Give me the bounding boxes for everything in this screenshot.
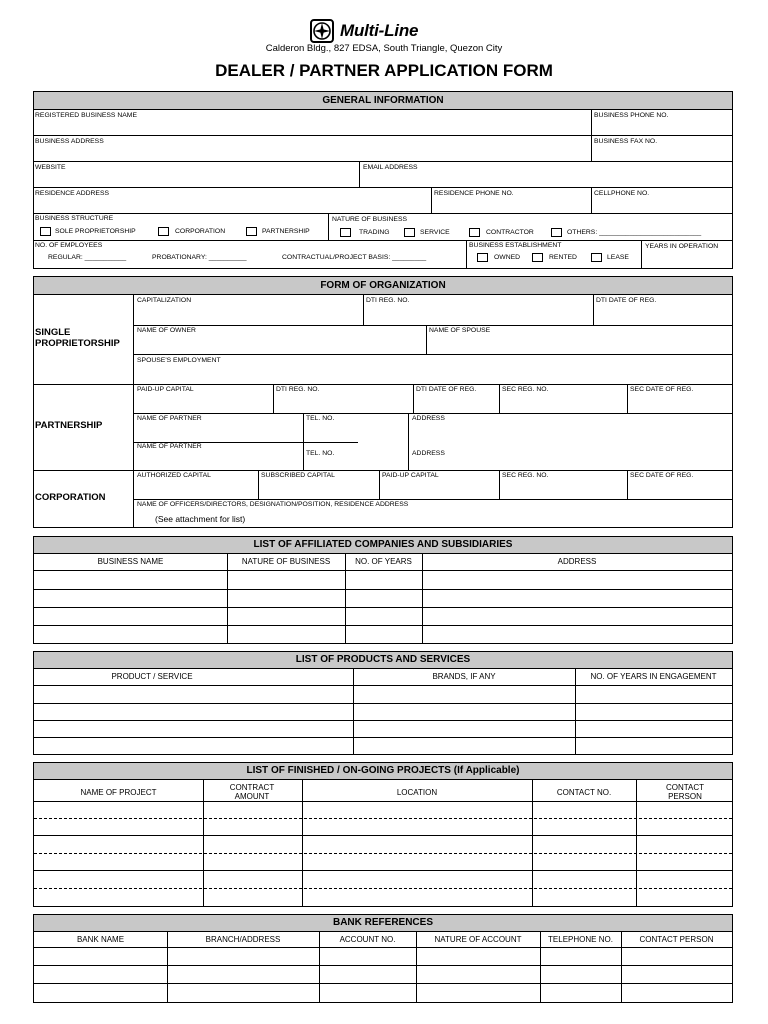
column-header: CONTACT PERSON xyxy=(639,935,714,944)
partnership-dti-reg-field[interactable]: DTI REG. NO. xyxy=(276,386,320,393)
partnership-label: PARTNERSHIP xyxy=(262,228,310,235)
others-checkbox[interactable] xyxy=(551,228,562,237)
section-heading: LIST OF FINISHED / ON-GOING PROJECTS (If Applicable) xyxy=(34,763,732,780)
employees-label: NO. OF EMPLOYEES xyxy=(35,242,103,249)
partner-1-tel-field[interactable]: TEL. NO. xyxy=(306,415,335,422)
partner-1-name-field[interactable]: NAME OF PARTNER xyxy=(137,415,202,422)
capitalization-field[interactable]: CAPITALIZATION xyxy=(137,297,192,304)
logo-mark-icon xyxy=(310,19,334,43)
cellphone-field[interactable]: CELLPHONE NO. xyxy=(594,190,650,197)
column-header: NAME OF PROJECT xyxy=(80,788,157,797)
nature-of-business-label: NATURE OF BUSINESS xyxy=(332,216,408,223)
rented-label: RENTED xyxy=(549,254,577,261)
see-attachment-note: (See attachment for list) xyxy=(155,514,246,524)
corporation-sec-reg-field[interactable]: SEC REG. NO. xyxy=(502,472,549,479)
section-heading: FORM OF ORGANIZATION xyxy=(34,277,732,295)
corporation-checkbox[interactable] xyxy=(158,227,169,236)
authorized-capital-field[interactable]: AUTHORIZED CAPITAL xyxy=(137,472,211,479)
column-header: LOCATION xyxy=(396,788,438,797)
trading-label: TRADING xyxy=(359,229,390,236)
partnership-sec-date-field[interactable]: SEC DATE OF REG. xyxy=(630,386,694,393)
column-header: CONTACT PERSON xyxy=(665,783,705,801)
dti-date-field[interactable]: DTI DATE OF REG. xyxy=(596,297,657,304)
partner-1-address-field[interactable]: ADDRESS xyxy=(412,415,445,422)
owned-label: OWNED xyxy=(494,254,521,261)
partnership-sec-reg-field[interactable]: SEC REG. NO. xyxy=(502,386,549,393)
bank-references-section xyxy=(33,914,733,1003)
column-header: BUSINESS NAME xyxy=(97,557,164,566)
column-header: BRANDS, IF ANY xyxy=(432,672,496,681)
probationary-employees-field[interactable]: PROBATIONARY: __________ xyxy=(152,254,247,261)
products-services-section xyxy=(33,651,733,755)
section-heading: GENERAL INFORMATION xyxy=(34,92,732,110)
name-of-owner-field[interactable]: NAME OF OWNER xyxy=(137,327,196,334)
business-structure-label: BUSINESS STRUCTURE xyxy=(35,215,114,222)
column-header: PRODUCT / SERVICE xyxy=(111,672,193,681)
company-logo xyxy=(310,18,470,44)
sole-proprietorship-label: SOLE PROPRIETORSHIP xyxy=(55,228,136,235)
partner-2-tel-field[interactable]: TEL. NO. xyxy=(306,450,335,457)
partnership-checkbox[interactable] xyxy=(246,227,257,236)
partner-2-address-field[interactable]: ADDRESS xyxy=(412,450,445,457)
form-title: DEALER / PARTNER APPLICATION FORM xyxy=(215,61,553,80)
corporation-sec-date-field[interactable]: SEC DATE OF REG. xyxy=(630,472,694,479)
column-header: NO. OF YEARS IN ENGAGEMENT xyxy=(590,672,717,681)
subscribed-capital-field[interactable]: SUBSCRIBED CAPITAL xyxy=(261,472,335,479)
partner-2-name-field[interactable]: NAME OF PARTNER xyxy=(137,443,202,450)
contractor-label: CONTRACTOR xyxy=(486,229,534,236)
corporation-heading: CORPORATION xyxy=(35,492,106,503)
column-header: CONTACT NO. xyxy=(556,788,612,797)
business-address-field[interactable]: BUSINESS ADDRESS xyxy=(35,138,104,145)
logo-text: Multi-Line xyxy=(340,21,419,40)
column-header: NO. OF YEARS xyxy=(355,557,412,566)
corporation-label: CORPORATION xyxy=(175,228,226,235)
single-proprietorship-heading: SINGLE PROPRIETORSHIP xyxy=(35,327,120,349)
contractual-employees-field[interactable]: CONTRACTUAL/PROJECT BASIS: _________ xyxy=(282,254,427,261)
column-header: CONTRACT AMOUNT xyxy=(229,783,275,801)
general-information-section xyxy=(33,91,733,269)
email-field[interactable]: EMAIL ADDRESS xyxy=(363,164,418,171)
contractor-checkbox[interactable] xyxy=(469,228,480,237)
lease-checkbox[interactable] xyxy=(591,253,602,262)
affiliated-companies-section xyxy=(33,536,733,644)
column-header: BRANCH/ADDRESS xyxy=(205,935,281,944)
column-header: ADDRESS xyxy=(557,557,597,566)
partnership-heading: PARTNERSHIP xyxy=(35,420,103,431)
name-of-spouse-field[interactable]: NAME OF SPOUSE xyxy=(429,327,491,334)
column-header: TELEPHONE NO. xyxy=(548,935,613,944)
business-phone-field[interactable]: BUSINESS PHONE NO. xyxy=(594,112,669,119)
spouse-employment-field[interactable]: SPOUSE'S EMPLOYMENT xyxy=(137,357,221,364)
projects-section xyxy=(33,762,733,907)
company-address: Calderon Bldg., 827 EDSA, South Triangle, Quezon City xyxy=(265,43,503,54)
others-field[interactable]: OTHERS: ___________________________ xyxy=(567,229,702,236)
trading-checkbox[interactable] xyxy=(340,228,351,237)
form-of-organization-section xyxy=(33,276,733,528)
business-fax-field[interactable]: BUSINESS FAX NO. xyxy=(594,138,658,145)
section-heading: LIST OF PRODUCTS AND SERVICES xyxy=(34,652,732,669)
column-header: BANK NAME xyxy=(76,935,125,944)
business-establishment-label: BUSINESS ESTABLISHMENT xyxy=(469,242,562,249)
service-checkbox[interactable] xyxy=(404,228,415,237)
column-header: NATURE OF BUSINESS xyxy=(241,557,331,566)
sole-proprietorship-checkbox[interactable] xyxy=(40,227,51,236)
officers-field[interactable]: NAME OF OFFICERS/DIRECTORS, DESIGNATION/POSITION, RESIDENCE ADDRESS xyxy=(137,501,409,508)
residence-address-field[interactable]: RESIDENCE ADDRESS xyxy=(35,190,110,197)
rented-checkbox[interactable] xyxy=(532,253,543,262)
service-label: SERVICE xyxy=(420,229,450,236)
corporation-paid-up-capital-field[interactable]: PAID-UP CAPITAL xyxy=(382,472,439,479)
partnership-paid-up-capital-field[interactable]: PAID-UP CAPITAL xyxy=(137,386,194,393)
column-header: ACCOUNT NO. xyxy=(339,935,396,944)
column-header: NATURE OF ACCOUNT xyxy=(434,935,522,944)
residence-phone-field[interactable]: RESIDENCE PHONE NO. xyxy=(434,190,514,197)
owned-checkbox[interactable] xyxy=(477,253,488,262)
website-field[interactable]: WEBSITE xyxy=(35,164,66,171)
years-in-operation-field[interactable]: YEARS IN OPERATION xyxy=(645,243,719,250)
regular-employees-field[interactable]: REGULAR: ___________ xyxy=(48,254,127,261)
registered-business-name-field[interactable]: REGISTERED BUSINESS NAME xyxy=(35,112,137,119)
partnership-dti-date-field[interactable]: DTI DATE OF REG. xyxy=(416,386,477,393)
section-heading: LIST OF AFFILIATED COMPANIES AND SUBSIDIARIES xyxy=(34,537,732,554)
dti-reg-no-field[interactable]: DTI REG. NO. xyxy=(366,297,410,304)
section-heading: BANK REFERENCES xyxy=(34,915,732,932)
lease-label: LEASE xyxy=(607,254,629,261)
